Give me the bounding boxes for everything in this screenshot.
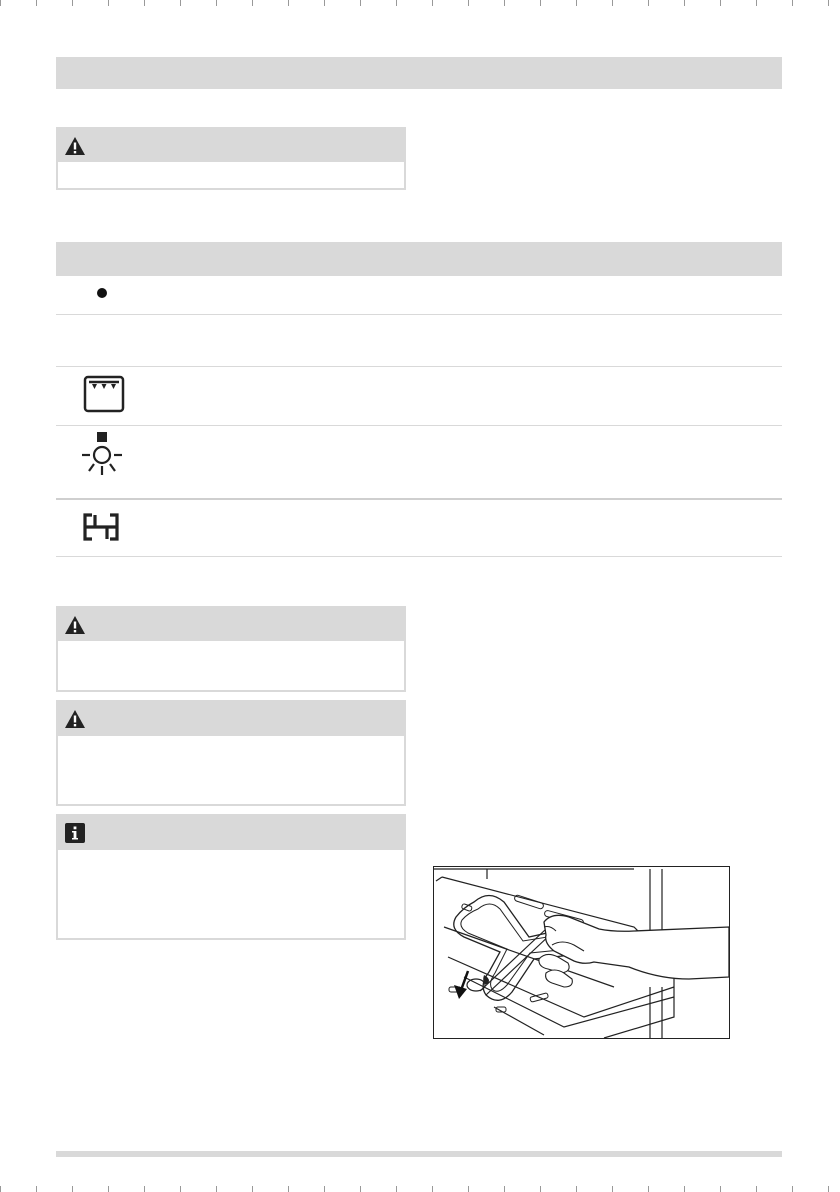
- table-row-empty: [56, 315, 782, 366]
- warning-triangle-icon: [64, 615, 86, 635]
- warning-triangle-icon: [64, 709, 86, 729]
- table-row-oven: [56, 367, 782, 425]
- table-row-bracket: [56, 500, 782, 556]
- warning-triangle-icon: [64, 136, 86, 156]
- warning-box-2: [56, 606, 406, 692]
- bottom-crop-marks: [0, 1186, 840, 1192]
- top-crop-marks: [0, 0, 840, 6]
- bullet-dot-icon: [96, 287, 108, 299]
- table-header-bar: [56, 242, 782, 276]
- oven-drain-drawing: [434, 867, 729, 1038]
- warning-box-3-header: [58, 702, 404, 736]
- bracket-frame-icon: [82, 513, 120, 541]
- warning-box-1-header: [58, 129, 404, 162]
- info-icon: [65, 823, 85, 843]
- lamp-icon: [80, 431, 124, 477]
- warning-box-1: [56, 127, 406, 190]
- info-box: [56, 814, 406, 940]
- warning-box-2-header: [58, 608, 404, 641]
- table-row-divider: [56, 556, 782, 557]
- table-row-bullet: [56, 276, 782, 314]
- warning-box-3: [56, 700, 406, 806]
- info-box-header: [58, 816, 404, 850]
- section-heading-bar: [56, 57, 782, 89]
- oven-drain-illustration: [433, 866, 730, 1039]
- table-row-lamp: [56, 426, 782, 498]
- footer-rule: [56, 1151, 782, 1157]
- oven-top-heat-icon: [83, 375, 125, 413]
